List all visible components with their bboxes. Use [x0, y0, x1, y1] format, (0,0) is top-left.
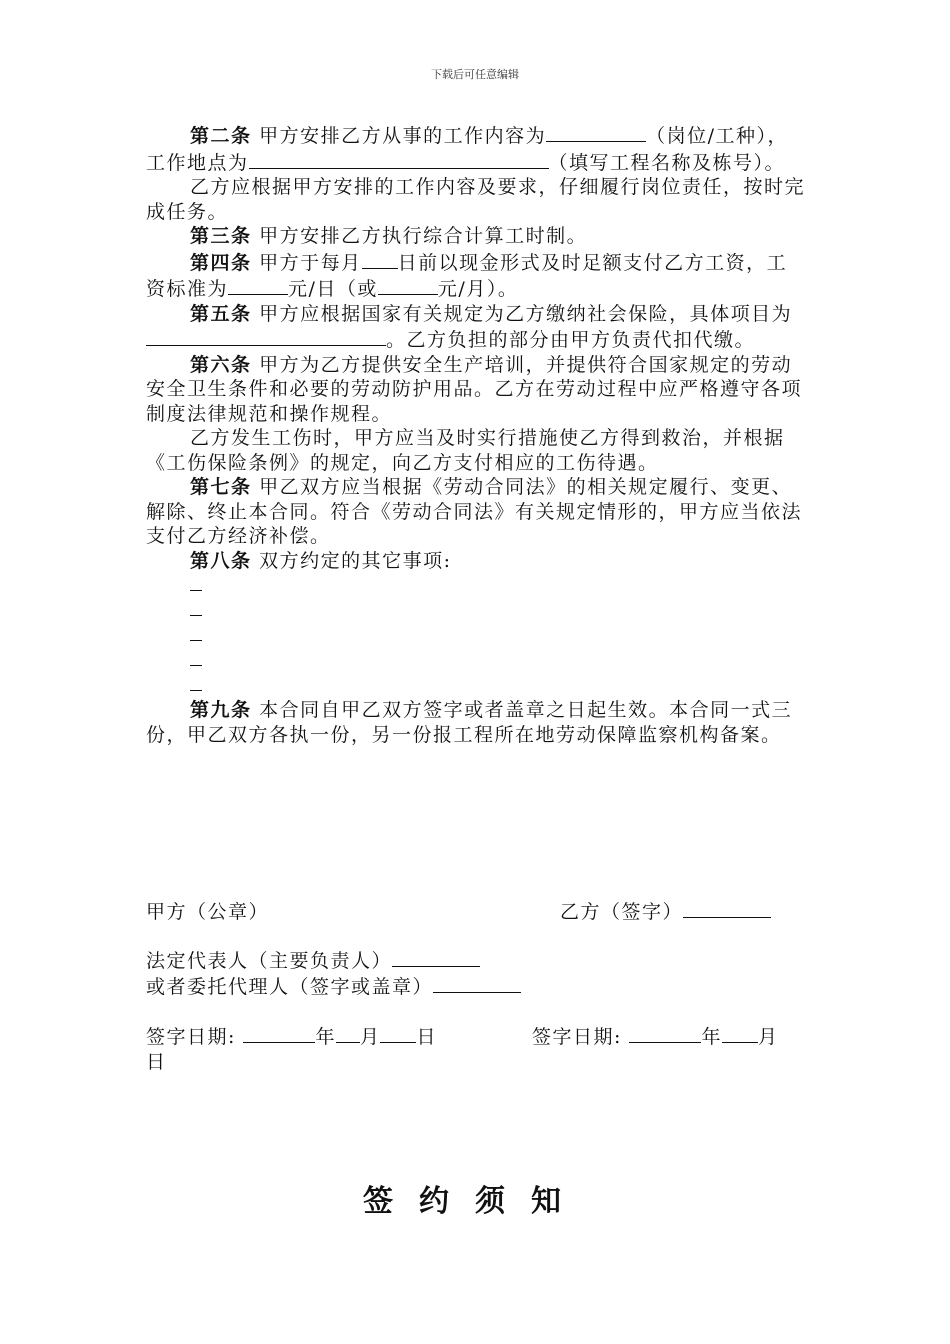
article-3: [146, 224, 806, 249]
year-blank-a[interactable]: [243, 1023, 315, 1043]
article-5-text: 甲方应根据国家有关规定为乙方缴纳社会保险，具体项目为: [259, 302, 793, 325]
article-2-text-3: （填写工程名称及栋号）。: [548, 151, 786, 174]
party-b-signature: [560, 897, 771, 924]
other-matters-line[interactable]: [190, 623, 806, 648]
article-6: [146, 353, 806, 427]
article-9: [146, 698, 806, 747]
article-6-heading: 第六条: [190, 353, 252, 376]
article-9-text: 本合同自甲乙双方签字或者盖章之日起生效。本合同一式三份，甲乙双方各执一份，另一份报工程所在地劳动保障监察机构备案。: [146, 699, 793, 746]
party-a-seal-label: 甲方（公章）: [146, 901, 270, 923]
article-4-text: 甲方于每月: [259, 251, 362, 274]
insurance-items-blank[interactable]: [146, 326, 386, 346]
month-label-b: 月: [757, 1026, 779, 1048]
party-b-label: 乙方（签字）: [560, 901, 684, 923]
legal-rep-blank[interactable]: [392, 947, 480, 967]
article-7: [146, 475, 806, 549]
other-matters-line[interactable]: [190, 598, 806, 623]
day-label-a: 日: [416, 1026, 437, 1048]
job-content-blank[interactable]: [546, 122, 646, 142]
date-label-a: 签字日期:: [146, 1026, 236, 1048]
article-2-para-2: 乙方应根据甲方安排的工作内容及要求，仔细履行岗位责任，按时完成任务。: [146, 176, 806, 223]
article-6-para-2: 乙方发生工伤时，甲方应当及时实行措施使乙方得到救治，并根据《工伤保险条例》的规定，向乙方支付相应的工伤待遇。: [146, 427, 785, 474]
other-matters-line[interactable]: [190, 673, 806, 698]
article-4-text-3: 元/日（或: [288, 278, 378, 300]
year-label-a: 年: [315, 1026, 336, 1048]
article-2-heading: 第二条: [190, 125, 252, 147]
agent-blank[interactable]: [433, 973, 521, 993]
article-4-heading: 第四条: [190, 251, 252, 274]
article-5-text-2: 。乙方负担的部分由甲方负责代扣代缴。: [386, 329, 756, 351]
party-b-sign-blank[interactable]: [683, 898, 771, 918]
month-label-a: 月: [359, 1026, 381, 1048]
article-3-heading: 第三条: [190, 225, 252, 247]
daily-wage-blank[interactable]: [228, 275, 288, 295]
party-b-date: [532, 1022, 778, 1049]
article-9-heading: 第九条: [190, 699, 252, 721]
article-5-heading: 第五条: [190, 302, 252, 325]
article-5: [146, 302, 806, 353]
other-matters-line[interactable]: [190, 648, 806, 673]
article-6-text: 甲方为乙方提供安全生产培训，并提供符合国家规定的劳动安全卫生条件和必要的劳动防护用品。乙方在劳动过程中应严格遵守各项制度法律规范和操作规程。: [146, 353, 803, 425]
header-note: 下载后可任意编辑: [431, 68, 519, 81]
article-3-text: 甲方安排乙方执行综合计算工时制。: [259, 225, 588, 247]
legal-rep-row: [146, 946, 480, 973]
article-2-text-2: （岗位/工种），工作地点为: [146, 125, 788, 174]
party-a-date: [146, 1022, 437, 1049]
other-matters-line[interactable]: [190, 573, 806, 598]
section-title: 签约须知: [363, 1184, 587, 1219]
year-label-b: 年: [701, 1026, 722, 1048]
article-8-heading: 第八条: [190, 549, 252, 572]
party-b-day-label: 日: [146, 1051, 167, 1073]
legal-rep-label: 法定代表人（主要负责人）: [146, 950, 393, 972]
article-2: [146, 122, 806, 175]
article-7-heading: 第七条: [190, 476, 252, 498]
agent-row: [146, 972, 521, 999]
monthly-wage-blank[interactable]: [378, 275, 438, 295]
article-8-text: 双方约定的其它事项:: [259, 549, 452, 572]
pay-day-blank[interactable]: [362, 249, 398, 269]
article-4: [146, 249, 806, 302]
date-label-b: 签字日期:: [532, 1026, 622, 1048]
article-8: [146, 549, 806, 574]
year-blank-b[interactable]: [629, 1023, 701, 1043]
work-location-blank[interactable]: [249, 149, 549, 169]
month-blank-b[interactable]: [722, 1023, 758, 1043]
article-2-text: 甲方安排乙方从事的工作内容为: [259, 125, 547, 147]
contract-body: [146, 122, 806, 747]
day-blank-a[interactable]: [380, 1023, 416, 1043]
article-7-text: 甲乙双方应当根据《劳动合同法》的相关规定履行、变更、解除、终止本合同。符合《劳动合同法》有关规定情形的，甲方应当依法支付乙方经济补偿。: [146, 476, 803, 547]
month-blank-a[interactable]: [336, 1023, 360, 1043]
agent-label: 或者委托代理人（签字或盖章）: [146, 976, 434, 998]
article-4-text-2: 日前以现金形式及时足额支付乙方工资，工资标准为: [146, 251, 788, 300]
article-4-text-4: 元/月）。: [437, 278, 519, 300]
